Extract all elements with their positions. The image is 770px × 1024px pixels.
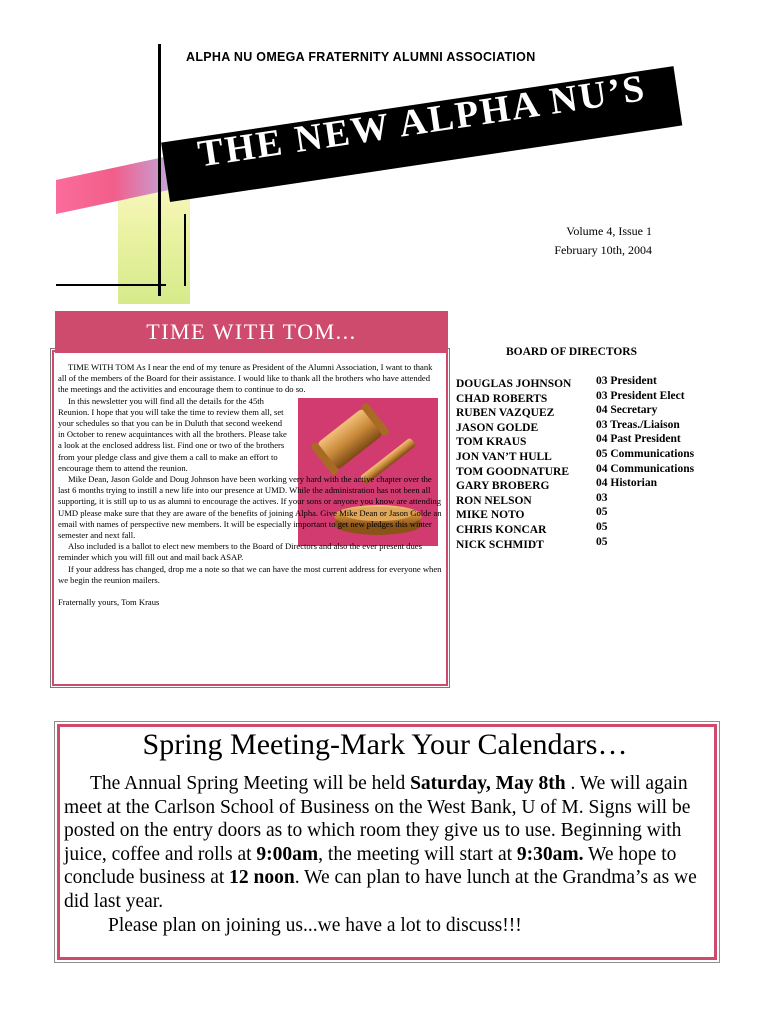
meeting-end-time: 12 noon	[229, 867, 295, 889]
meeting-start-time: 9:30am.	[516, 843, 584, 865]
decor-horizontal-line	[56, 284, 166, 286]
issue-date: February 10th, 2004	[554, 243, 652, 257]
breakfast-time: 9:00am	[256, 843, 319, 865]
tom-paragraph-5: If your address has changed, drop me a note so that we can have the most current address for everyone when we begin the reunion mailers.	[58, 563, 442, 585]
board-member-name: DOUGLAS JOHNSON	[456, 378, 572, 390]
newsletter-title: THE NEW ALPHA NU’S	[195, 67, 649, 176]
board-member-name: NICK SCHMIDT	[456, 538, 544, 551]
spring-meeting-closing: Please plan on joining us...we have a lot to discuss!!!	[108, 914, 522, 936]
tom-article-body	[58, 362, 442, 608]
board-member-name: CHAD ROBERTS	[456, 392, 548, 405]
issue-info	[500, 222, 652, 260]
board-member-name: TOM GOODNATURE	[456, 465, 569, 478]
board-member-name: CHRIS KONCAR	[456, 523, 547, 536]
board-member-name: RON NELSON	[456, 494, 532, 507]
meeting-date: Saturday, May 8th	[410, 773, 566, 794]
board-member-name: RUBEN VAZQUEZ	[456, 407, 555, 420]
spring-text-1: The Annual Spring Meeting will be held	[90, 773, 411, 794]
board-member-role: 03 President Elect	[596, 389, 685, 402]
decor-vertical-line	[158, 44, 161, 296]
tom-paragraph-2: In this newsletter you will find all the details for the 45th Reunion. I hope that you will take the time to review them all, set your schedules so that you can be in Duluth that second weekend in October to renew acquintances with all the brothers. Please take a look at the enclosed address list. Find one or two of the brothers from your pledge class and give them a call to make an effort to encourage them to attend the reunion.	[58, 395, 287, 473]
board-member-role: 05	[596, 506, 608, 519]
board-roles	[596, 374, 694, 549]
board-member-role: 03 President	[596, 375, 657, 387]
board-names	[456, 377, 571, 552]
board-member-name: MIKE NOTO	[456, 509, 525, 522]
tom-paragraph-1: TIME WITH TOM As I near the end of my tenure as President of the Alumni Association, I want to thank all of the members of the Board for their assistance. I would like to thank all the brothers who have attended the meetings and the activities and encourage them to continue to do so.	[58, 362, 433, 395]
spring-meeting-title: Spring Meeting-Mark Your Calendars…	[142, 728, 628, 761]
decor-vertical-line-2	[184, 214, 186, 286]
board-member-role: 05 Communications	[596, 447, 695, 460]
spring-meeting-paragraph	[64, 772, 716, 914]
board-member-name: JASON GOLDE	[456, 421, 539, 434]
board-member-role: 03 Treas./Liaison	[596, 418, 680, 431]
board-member-role: 04 Historian	[596, 477, 658, 490]
spring-text-5: . We can plan to have lunch at the Grandma’s as we did last year.	[64, 867, 697, 912]
tom-closing: Fraternally yours, Tom Kraus	[58, 597, 160, 608]
board-member-role: 04 Secretary	[596, 404, 658, 417]
board-member-name: JON VAN’T HULL	[456, 450, 552, 463]
board-member-role: 04 Past President	[596, 433, 681, 446]
spring-meeting-body	[64, 772, 716, 937]
tom-paragraph-3: Mike Dean, Jason Golde and Doug Johnson have been working very hard with the active chapter over the last 6 months trying to instill a new life into our presence at UMD. While the administration has not been all supporting, it is still up to us as alumni to encourage the actives. If your sons or anyone you know are attending UMD please make sure that they are aware of the benefits of joining Alpha. Give Mike Dean or Jason Golde an email with names of perspective new members. It will be especially important to get new pledges this winter semester and next fall.	[58, 474, 442, 541]
tom-paragraph-4: Also included is a ballot to elect new members to the Board of Directors and also the ever present dues reminder which you will fill out and mail back ASAP.	[58, 541, 422, 563]
board-member-role: 04 Communications	[596, 462, 695, 475]
association-name: ALPHA NU OMEGA FRATERNITY ALUMNI ASSOCIATION	[186, 50, 536, 64]
board-title: BOARD OF DIRECTORS	[506, 346, 637, 358]
spring-text-3: , the meeting will start at	[318, 843, 517, 865]
board-member-role: 03	[596, 491, 608, 504]
spring-text-4: We hope to conclude business at	[64, 843, 677, 889]
board-member-name: GARY BROBERG	[456, 480, 550, 493]
board-member-role: 05	[596, 535, 608, 548]
tom-heading: TIME WITH TOM...	[55, 311, 448, 353]
board-member-name: TOM KRAUS	[456, 436, 527, 449]
spring-text-2: . We will again meet at the Carlson School of Business on the West Bank, U of M. Signs will be posted on the entry doors as to which room they give us to use. Beginning with juice, coffee and rolls at	[64, 773, 691, 865]
board-member-role: 05	[596, 520, 608, 533]
volume-issue: Volume 4, Issue 1	[566, 224, 652, 238]
